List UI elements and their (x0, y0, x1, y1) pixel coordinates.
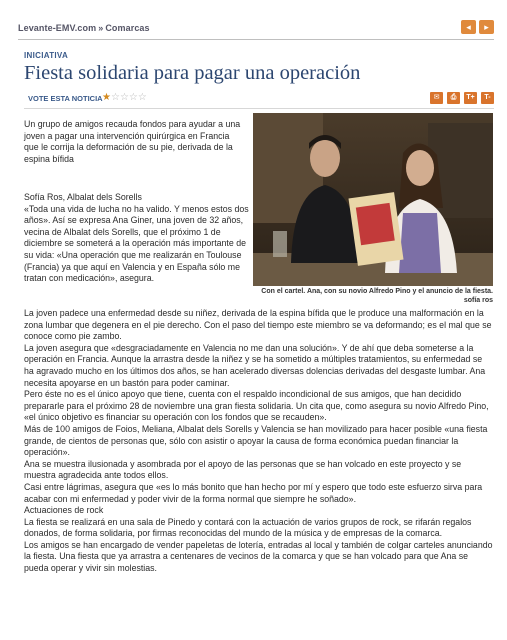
article-paragraph: Ana se muestra ilusionada y asombrada por el apoyo de las personas que se han volcado en este proyecto y se muestra agradecida ante todos ellos. (24, 458, 462, 481)
arrow-left-icon[interactable]: ◂ (461, 20, 476, 34)
print-icon[interactable]: ⎙ (447, 92, 460, 104)
article-body (24, 308, 494, 575)
rating-star-icon[interactable]: ☆ (128, 92, 138, 103)
photo-caption: Con el cartel. Ana, con su novio Alfredo Pino y el anuncio de la fiesta. sofía ros (261, 288, 493, 304)
text-increase-icon[interactable]: T+ (464, 92, 477, 104)
text-decrease-icon[interactable]: T- (481, 92, 494, 104)
arrow-right-icon[interactable]: ▸ (479, 20, 494, 34)
vote-divider (24, 108, 494, 109)
article-paragraph: Pero éste no es el único apoyo que tiene, cuenta con el respaldo incondicional de sus amigos, que han decidido prepararle para el próximo 28 de noviembre una gran fiesta solidaria. Un cita que, como asegura su novio Alfredo Pino, «el único objetivo es financiar su operación con los fondos que se recauden». (24, 389, 489, 423)
article-paragraph: Los amigos se han encargado de vender papeletas de lotería, entradas al local y también de colgar carteles anunciando la fiesta. Una fiesta que ya arrastra a centenares de vecinos de la comarca y que se han volcado para que Ana se pueda operar y vivir sin molestias. (24, 539, 493, 574)
rating-star-icon[interactable]: ☆ (119, 92, 129, 103)
vote-bar (24, 92, 494, 106)
article-paragraph: Más de 100 amigos de Foios, Meliana, Albalat dels Sorells y Valencia se han movilizado para hacer posible «una fiesta grande, de cientos de personas que, sólo con asistir o apoyar la causa de forma económica puedan financiar la operación». (24, 423, 488, 458)
rating-star-icon[interactable]: ☆ (110, 92, 120, 103)
email-icon[interactable]: ✉ (430, 92, 443, 104)
breadcrumb (18, 23, 150, 33)
rating-star-icon[interactable]: ☆ (137, 92, 147, 103)
article-kicker: INICIATIVA (24, 51, 69, 60)
breadcrumb-section[interactable]: Comarcas (105, 23, 150, 33)
article-tools (430, 92, 494, 104)
photo-illustration (253, 113, 493, 286)
article-subheading: Actuaciones de rock (24, 505, 104, 516)
article-byline: Sofía Ros, Albalat dels Sorells (24, 192, 142, 202)
article-column (24, 192, 250, 285)
breadcrumb-site[interactable]: Levante-EMV.com (18, 23, 97, 33)
rating-stars[interactable] (102, 92, 147, 103)
top-bar (18, 20, 494, 38)
article-paragraph: La joven padece una enfermedad desde su niñez, derivada de la espina bífida que le produce una malformación en la zona lumbar que degenera en el pie derecho. Con el paso del tiempo este miembro se va deformando; es el mal que se conoce como pie zambo. (24, 308, 492, 342)
breadcrumb-separator: » (98, 23, 104, 33)
article-nav (461, 20, 494, 34)
vote-label: VOTE ESTA NOTICIA (28, 94, 103, 103)
article-paragraph: La fiesta se realizará en una sala de Pinedo y contará con la actuación de varios grupos de rock, se rifarán regalos donados, de forma solidaria, por firmas reconocidas del mundo de la música y de empresas de la comarca. (24, 516, 472, 539)
rating-star-icon[interactable]: ★ (102, 92, 111, 103)
article-photo (253, 113, 493, 286)
article-paragraph: Casi entre lágrimas, asegura que «es lo más bonito que han hecho por mí y espero que todo este esfuerzo sirva para acabar con mi enfermedad y poder vivir de la forma normal que siempre he soñado». (24, 481, 483, 504)
article-paragraph: «Toda una vida de lucha no ha valido. Y menos estos dos años». Así se expresa Ana Giner, una joven de 32 años, vecina de Albalat dels Sorells, que el próximo 1 de diciembre se someterá a la operación más importante de su vida: «Una operación que me realizarán en Toulouse (Francia) ya que aquí en Valencia y en España sólo me tratan con medicación», asegura. (24, 203, 249, 284)
header-divider (18, 39, 494, 40)
article-intro: Un grupo de amigos recauda fondos para ayudar a una joven a pagar una intervención quirúrgica en Francia que le corrija la deformación de su pie, derivada de la espina bífida (24, 119, 241, 164)
article-title: Fiesta solidaria para pagar una operación (24, 62, 361, 84)
article-paragraph: La joven asegura que «desgraciadamente en Valencia no me dan una solución». Y de ahí que deba someterse a la operación en Francia. Aunque la arrastra desde la niñez y se ha sometido a múltiples tratamientos, su enfermedad se ha agravado mucho en los últimos dos años, se han acelerado diversas dolencias derivadas del desgaste lumbar. Ana necesita apoyarse en un bastón para poder caminar. (24, 342, 486, 388)
